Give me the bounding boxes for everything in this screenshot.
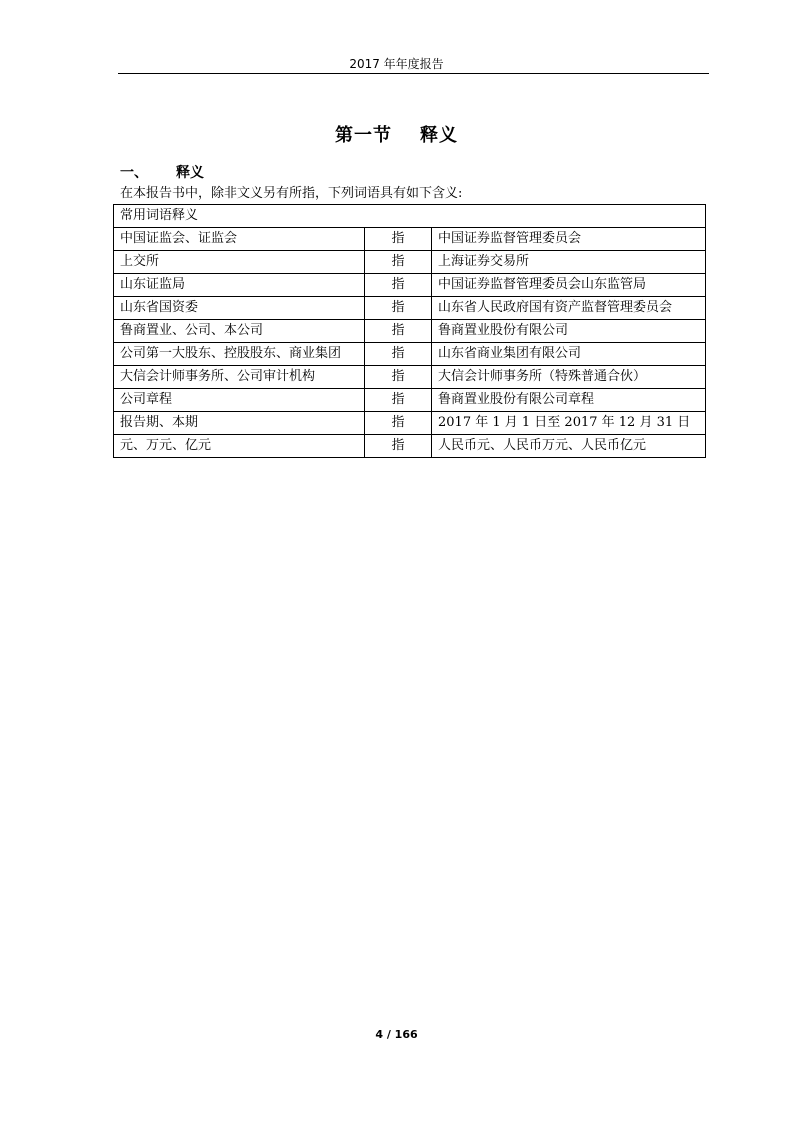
term-cell: 中国证监会、证监会	[114, 228, 365, 251]
definition-cell: 中国证券监督管理委员会山东监管局	[432, 274, 706, 297]
subsection-title: 释义	[176, 165, 204, 181]
definitions-table	[113, 204, 706, 458]
subsection-heading	[120, 164, 204, 182]
term-cell: 山东证监局	[114, 274, 365, 297]
section-title	[0, 124, 793, 148]
table-row	[114, 274, 706, 297]
means-cell: 指	[365, 435, 432, 458]
definition-cell: 大信会计师事务所（特殊普通合伙）	[432, 366, 706, 389]
table-row	[114, 366, 706, 389]
term-cell: 山东省国资委	[114, 297, 365, 320]
header-divider	[118, 73, 709, 74]
intro-paragraph: 在本报告书中，除非文义另有所指，下列词语具有如下含义:	[120, 186, 463, 201]
subsection-number: 一、	[120, 165, 148, 181]
table-header-row	[114, 205, 706, 228]
table-row	[114, 435, 706, 458]
page-number: 4 / 166	[375, 1028, 418, 1041]
means-cell: 指	[365, 389, 432, 412]
term-cell: 公司章程	[114, 389, 365, 412]
section-number: 第一节	[335, 125, 392, 146]
means-cell: 指	[365, 251, 432, 274]
table-row	[114, 228, 706, 251]
table-row	[114, 412, 706, 435]
means-cell: 指	[365, 343, 432, 366]
definition-cell: 人民币元、人民币万元、人民币亿元	[432, 435, 706, 458]
term-cell: 元、万元、亿元	[114, 435, 365, 458]
term-cell: 上交所	[114, 251, 365, 274]
table-row	[114, 343, 706, 366]
means-cell: 指	[365, 274, 432, 297]
means-cell: 指	[365, 412, 432, 435]
table-row	[114, 389, 706, 412]
means-cell: 指	[365, 228, 432, 251]
definition-cell: 2017 年 1 月 1 日至 2017 年 12 月 31 日	[432, 412, 706, 435]
definition-cell: 鲁商置业股份有限公司章程	[432, 389, 706, 412]
table-row	[114, 320, 706, 343]
definition-cell: 鲁商置业股份有限公司	[432, 320, 706, 343]
means-cell: 指	[365, 366, 432, 389]
definition-cell: 上海证券交易所	[432, 251, 706, 274]
table-row	[114, 251, 706, 274]
means-cell: 指	[365, 297, 432, 320]
definition-cell: 山东省商业集团有限公司	[432, 343, 706, 366]
section-name: 释义	[420, 125, 458, 146]
running-header: 2017 年年度报告	[349, 57, 444, 71]
term-cell: 公司第一大股东、控股股东、商业集团	[114, 343, 365, 366]
definition-cell: 山东省人民政府国有资产监督管理委员会	[432, 297, 706, 320]
table-row	[114, 297, 706, 320]
table-header-cell: 常用词语释义	[114, 205, 706, 228]
term-cell: 鲁商置业、公司、本公司	[114, 320, 365, 343]
means-cell: 指	[365, 320, 432, 343]
term-cell: 大信会计师事务所、公司审计机构	[114, 366, 365, 389]
definition-cell: 中国证券监督管理委员会	[432, 228, 706, 251]
term-cell: 报告期、本期	[114, 412, 365, 435]
